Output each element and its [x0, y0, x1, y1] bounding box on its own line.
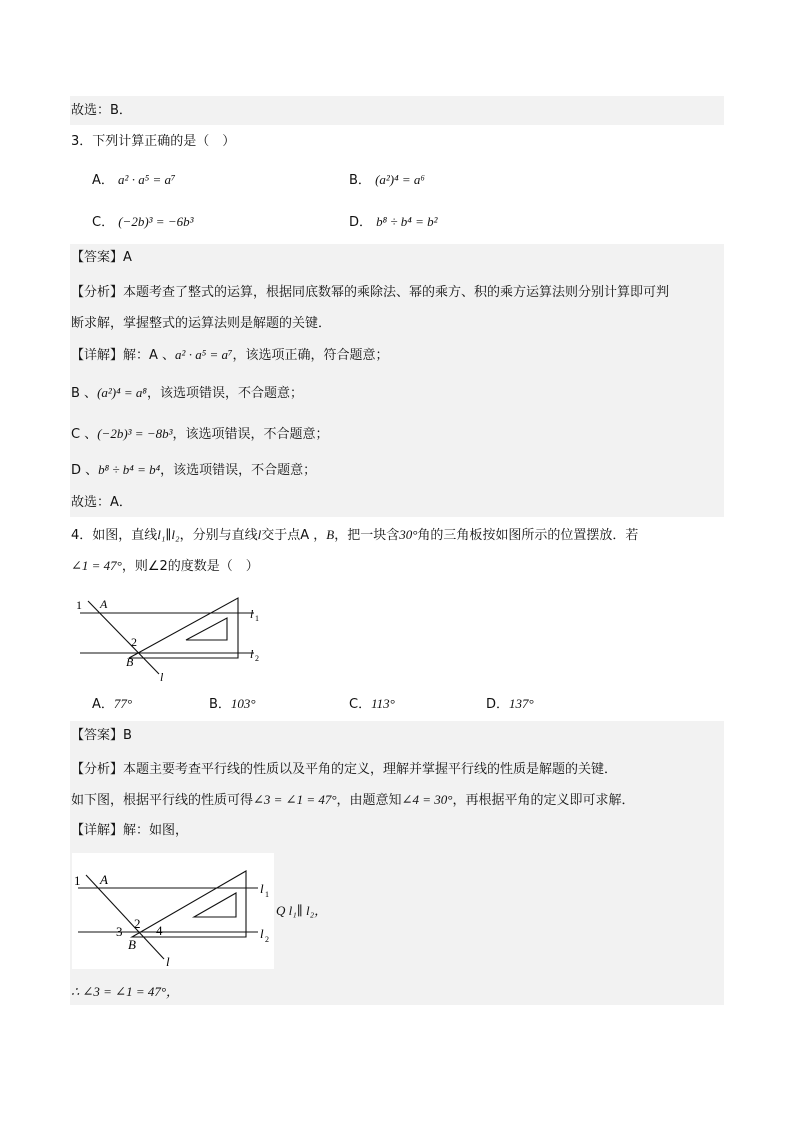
- q4-option-c: [349, 693, 395, 716]
- q4-therefore-text: ∴ ∠3 = ∠1 = 47°，: [71, 984, 180, 999]
- q4-stem-line-2: [71, 555, 259, 578]
- fig2-label-4: 4: [156, 923, 163, 938]
- fig2-label-l1: l: [260, 881, 264, 896]
- q3-answer: 【答案】A: [71, 250, 132, 265]
- q3-analysis-line-2: 断求解，掌握整式的运算法则是解题的关键．: [71, 316, 332, 331]
- q4-solution-figure: [72, 853, 274, 969]
- q3-detail-a-pre: 解：A 、: [123, 348, 176, 363]
- q4-stem-line-1: [71, 524, 638, 547]
- q4-option-c-label: C．: [349, 697, 372, 712]
- q4-analysis-text-2b: ，由题意知: [336, 793, 402, 808]
- q4-since: [276, 900, 327, 923]
- q3-detail-d-pre: D 、: [71, 463, 99, 478]
- q3-detail-c-post: ，该选项错误，不合题意；: [172, 427, 329, 442]
- q3-detail-a-expr: a² · a⁵ = a⁷: [175, 347, 233, 362]
- q4-option-d-label: D．: [486, 697, 510, 712]
- q3-analysis-text-1: 本题考查了整式的运算，根据同底数幂的乘除法、幂的乘方、积的乘方运算法则分别计算即可判: [123, 285, 670, 300]
- sol-triangle-ruler: [132, 871, 246, 937]
- fig1-label-l1: l: [250, 607, 254, 621]
- q4-analysis-angle-4: ∠4 = 30°: [401, 792, 453, 807]
- q4-option-d: [486, 693, 534, 716]
- q3-option-a: [92, 169, 176, 192]
- prev-conclusion: 故选：B．: [71, 103, 132, 118]
- q4-option-d-value: 137°: [509, 696, 534, 711]
- q4-since-text: Q l₁∥ l₂，: [276, 903, 328, 918]
- fig2-label-3: 3: [116, 924, 123, 939]
- q4-analysis-text-1: 本题主要考查平行线的性质以及平角的定义，理解并掌握平行线的性质是解题的关键．: [123, 762, 618, 777]
- fig1-label-2: 2: [131, 635, 137, 649]
- q4-analysis-text-2c: ，再根据平角的定义即可求解．: [452, 793, 635, 808]
- q4-therefore: [71, 981, 179, 1004]
- fig2-label-l2-sub: 2: [265, 935, 269, 944]
- q4-detail-text-1: 解：如图，: [123, 823, 189, 838]
- q3-detail-a: [71, 344, 389, 367]
- q3-option-a-expr: a² · a⁵ = a⁷: [118, 172, 176, 187]
- q3-detail-tag: 【详解】: [71, 348, 124, 363]
- triangle-ruler-inner: [186, 618, 227, 640]
- q3-detail-c-expr: (−2b)³ = −8b³: [97, 426, 173, 441]
- q4-stem-line-l: l: [257, 527, 262, 542]
- q4-option-b-label: B．: [209, 697, 231, 712]
- q3-detail-d-post: ，该选项错误，不合题意；: [160, 463, 317, 478]
- q3-option-d-expr: b⁸ ÷ b⁴ = b²: [376, 214, 438, 229]
- triangle-ruler: [129, 598, 238, 658]
- q4-analysis-line-1: [71, 759, 617, 781]
- q4-stem-angle-1: ∠1 = 47°: [71, 558, 122, 573]
- q3-option-c: [92, 211, 194, 234]
- fig2-label-2: 2: [134, 916, 141, 931]
- q3-detail-b-post: ，该选项错误，不合题意；: [146, 386, 303, 401]
- q4-answer: 【答案】B: [71, 728, 132, 743]
- q4-analysis-angle-3: ∠3 = ∠1 = 47°: [253, 792, 337, 807]
- fig2-label-b: B: [128, 937, 136, 952]
- line-l: [88, 601, 159, 674]
- q4-stem-text-1a: 4．如图，直线: [71, 528, 158, 543]
- q3-option-d: [349, 211, 438, 234]
- q3-option-b-expr: (a²)⁴ = a⁶: [375, 172, 425, 187]
- fig1-label-l1-sub: 1: [255, 614, 259, 623]
- q4-option-b: [209, 693, 256, 716]
- q4-stem-text-1b: ，分别与直线: [179, 528, 258, 543]
- q4-stem-text-1e: 角的三角板按如图所示的位置摆放．若: [417, 528, 639, 543]
- q4-detail-tag: 【详解】: [71, 823, 124, 838]
- q3-option-c-label: C．: [92, 215, 115, 230]
- q3-analysis-line-1: [71, 282, 669, 304]
- q3-detail-c-pre: C 、: [71, 427, 98, 442]
- q4-figure: [74, 594, 274, 686]
- q3-detail-b-pre: B 、: [71, 386, 98, 401]
- q4-analysis-text-2a: 如下图，根据平行线的性质可得: [71, 793, 254, 808]
- fig2-label-l: l: [166, 954, 170, 969]
- sol-triangle-ruler-inner: [194, 893, 236, 917]
- fig1-label-l2: l: [250, 647, 254, 661]
- q3-detail-a-post: ，该选项正确，符合题意；: [232, 348, 389, 363]
- q4-option-a-label: A．: [92, 697, 114, 712]
- q3-stem: 3．下列计算正确的是（ ）: [71, 134, 236, 149]
- q4-stem-text-1d: ，把一块含: [334, 528, 400, 543]
- q4-analysis-tag: 【分析】: [71, 762, 124, 777]
- q4-analysis-line-2: [71, 789, 634, 812]
- fig1-label-b: B: [126, 655, 134, 669]
- fig2-label-l1-sub: 1: [265, 890, 269, 899]
- q3-analysis-tag: 【分析】: [71, 285, 124, 300]
- prev-conclusion-band: [70, 96, 724, 125]
- fig1-label-l: l: [160, 670, 164, 684]
- q4-stem-point-b: B: [326, 527, 335, 542]
- q3-detail-c: [71, 423, 329, 446]
- q3-detail-d: [71, 459, 316, 482]
- q4-option-c-value: 113°: [371, 696, 395, 711]
- q4-option-b-value: 103°: [230, 696, 256, 711]
- q4-detail-line-1: [71, 820, 188, 842]
- fig2-label-l2: l: [260, 926, 264, 941]
- q3-detail-b: [71, 382, 303, 405]
- q3-detail-b-expr: (a²)⁴ = a⁸: [97, 385, 147, 400]
- q4-option-a: [92, 693, 132, 716]
- q4-stem-text-2b: ，则∠2的度数是（ ）: [121, 559, 259, 574]
- q3-option-b: [349, 169, 425, 192]
- fig2-label-1: 1: [74, 873, 81, 888]
- q4-stem-text-1c: 交于点A ，: [261, 528, 327, 543]
- q3-conclusion: 故选：A．: [71, 495, 132, 510]
- q4-option-a-value: 77°: [113, 696, 133, 711]
- q3-option-b-label: B．: [349, 173, 371, 188]
- q4-stem-parallel: l₁∥l₂: [157, 527, 180, 542]
- q3-detail-d-expr: b⁸ ÷ b⁴ = b⁴: [98, 462, 161, 477]
- q4-stem-angle-30: 30°: [399, 527, 418, 542]
- fig1-label-a: A: [100, 597, 108, 611]
- q3-option-a-label: A．: [92, 173, 114, 188]
- fig1-label-l2-sub: 2: [255, 654, 259, 663]
- q3-option-d-label: D．: [349, 215, 373, 230]
- q3-option-c-expr: (−2b)³ = −6b³: [118, 214, 194, 229]
- fig1-label-1: 1: [76, 598, 82, 612]
- fig2-label-a: A: [100, 872, 108, 887]
